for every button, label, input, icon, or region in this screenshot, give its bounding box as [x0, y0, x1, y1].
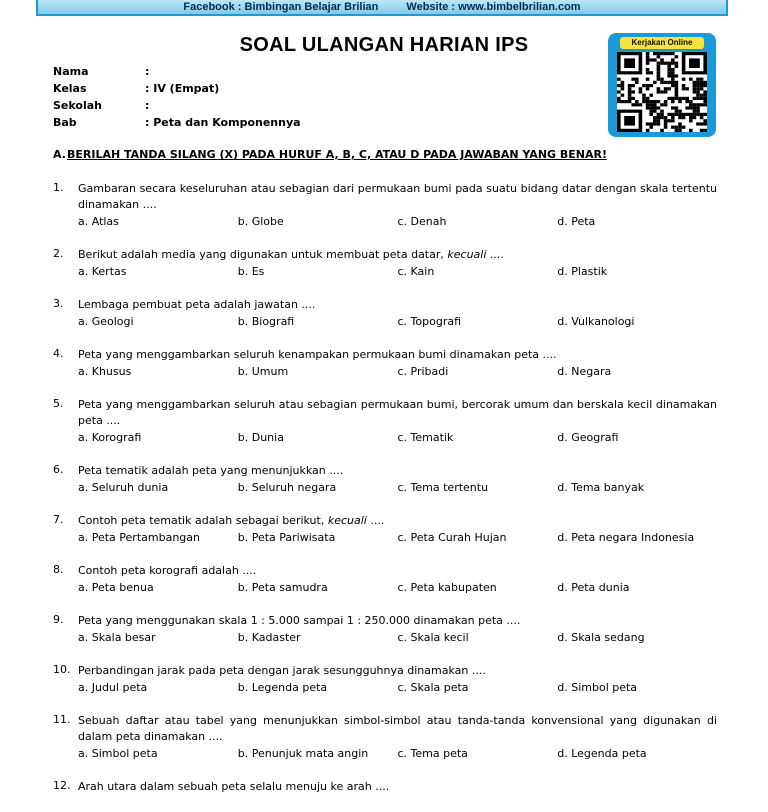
- answer-option[interactable]: c. Tematik: [397, 431, 454, 444]
- answer-option[interactable]: c. Peta Curah Hujan: [397, 531, 507, 544]
- answer-option[interactable]: d. Peta: [557, 215, 596, 228]
- info-label: Bab: [53, 116, 77, 129]
- answer-options: [78, 529, 717, 546]
- question-number: 10.: [53, 663, 71, 676]
- question-text: [78, 713, 717, 745]
- question-text-emphasis: kecuali: [327, 514, 367, 527]
- header-banner: [36, 0, 728, 16]
- question-text-main: Lembaga pembuat peta adalah jawatan ....: [78, 298, 316, 311]
- answer-option[interactable]: b. Peta Pariwisata: [237, 531, 336, 544]
- info-row: [53, 97, 301, 114]
- section-instruction: BERILAH TANDA SILANG (X) PADA HURUF A, B, C, ATAU D PADA JAWABAN YANG BENAR!: [67, 148, 607, 161]
- answer-option[interactable]: c. Pribadi: [397, 365, 449, 378]
- page-title: SOAL ULANGAN HARIAN IPS: [239, 34, 529, 56]
- answer-option[interactable]: c. Tema tertentu: [397, 481, 489, 494]
- answer-option[interactable]: a. Korografi: [78, 431, 142, 444]
- answer-option[interactable]: c. Topografi: [397, 315, 462, 328]
- answer-option[interactable]: d. Simbol peta: [557, 681, 638, 694]
- question-text-main: Peta tematik adalah peta yang menunjukkan ....: [78, 464, 344, 477]
- info-value: : IV (Empat): [145, 82, 220, 95]
- answer-option[interactable]: a. Seluruh dunia: [78, 481, 169, 494]
- answer-options: [78, 263, 717, 280]
- answer-option[interactable]: a. Geologi: [78, 315, 134, 328]
- answer-options: [78, 213, 717, 230]
- answer-option[interactable]: a. Khusus: [78, 365, 132, 378]
- answer-option[interactable]: d. Peta negara Indonesia: [557, 531, 695, 544]
- answer-option[interactable]: b. Biografi: [237, 315, 295, 328]
- question-text: [78, 563, 717, 579]
- question-text-main: Gambaran secara keseluruhan atau sebagian dari permukaan bumi pada suatu bidang datar dengan skala tertentu dinamakan ....: [78, 182, 717, 211]
- answer-option[interactable]: b. Umum: [237, 365, 289, 378]
- answer-option[interactable]: b. Seluruh negara: [237, 481, 337, 494]
- question-text: [78, 247, 717, 263]
- answer-option[interactable]: c. Tema peta: [397, 747, 468, 760]
- answer-option[interactable]: a. Atlas: [78, 215, 119, 228]
- answer-option[interactable]: a. Judul peta: [78, 681, 148, 694]
- answer-options: [78, 679, 717, 696]
- question-number: 5.: [53, 397, 64, 410]
- question-number: 12.: [53, 779, 71, 792]
- question-item: [53, 779, 717, 795]
- answer-option[interactable]: a. Kertas: [78, 265, 127, 278]
- info-label: Sekolah: [53, 99, 102, 112]
- question-text-main: Contoh peta korografi adalah ....: [78, 564, 257, 577]
- info-value: : Peta dan Komponennya: [145, 116, 301, 129]
- answer-option[interactable]: a. Simbol peta: [78, 747, 158, 760]
- question-text-main: Perbandingan jarak pada peta dengan jarak sesungguhnya dinamakan ....: [78, 664, 486, 677]
- question-item: [53, 713, 717, 762]
- question-number: 3.: [53, 297, 64, 310]
- question-text-main: Peta yang menggambarkan seluruh kenampakan permukaan bumi dinamakan peta ....: [78, 348, 557, 361]
- question-item: [53, 563, 717, 596]
- answer-option[interactable]: c. Peta kabupaten: [397, 581, 497, 594]
- question-text: [78, 613, 717, 629]
- question-text-tail: ....: [366, 514, 385, 527]
- answer-option[interactable]: d. Skala sedang: [557, 631, 645, 644]
- answer-option[interactable]: d. Geografi: [557, 431, 619, 444]
- question-number: 1.: [53, 181, 64, 194]
- answer-options: [78, 363, 717, 380]
- answer-option[interactable]: a. Peta benua: [78, 581, 154, 594]
- question-text: [78, 347, 717, 363]
- answer-option[interactable]: d. Negara: [557, 365, 612, 378]
- info-row: [53, 80, 301, 97]
- question-text-main: Peta yang menggambarkan seluruh atau sebagian permukaan bumi, bercorak umum dan berskala kecil dinamakan peta ....: [78, 398, 717, 427]
- question-item: [53, 297, 717, 330]
- answer-option[interactable]: b. Kadaster: [237, 631, 301, 644]
- question-number: 7.: [53, 513, 64, 526]
- question-number: 6.: [53, 463, 64, 476]
- answer-options: [78, 745, 717, 762]
- answer-option[interactable]: a. Peta Pertambangan: [78, 531, 200, 544]
- info-label: Kelas: [53, 82, 87, 95]
- question-text-main: Contoh peta tematik adalah sebagai berikut,: [78, 514, 328, 527]
- question-text: [78, 663, 717, 679]
- answer-options: [78, 579, 717, 596]
- answer-option[interactable]: d. Legenda peta: [557, 747, 647, 760]
- question-text-emphasis: kecuali: [447, 248, 487, 261]
- question-text: [78, 397, 717, 429]
- answer-option[interactable]: b. Penunjuk mata angin: [237, 747, 369, 760]
- question-number: 4.: [53, 347, 64, 360]
- answer-options: [78, 629, 717, 646]
- answer-option[interactable]: b. Peta samudra: [237, 581, 328, 594]
- question-item: [53, 247, 717, 280]
- question-number: 2.: [53, 247, 64, 260]
- answer-option[interactable]: b. Globe: [237, 215, 284, 228]
- answer-option[interactable]: d. Vulkanologi: [557, 315, 635, 328]
- question-text: [78, 513, 717, 529]
- answer-option[interactable]: c. Skala kecil: [397, 631, 469, 644]
- answer-option[interactable]: c. Kain: [397, 265, 435, 278]
- answer-options: [78, 429, 717, 446]
- answer-option[interactable]: c. Skala peta: [397, 681, 469, 694]
- answer-option[interactable]: d. Peta dunia: [557, 581, 630, 594]
- answer-option[interactable]: b. Legenda peta: [237, 681, 328, 694]
- answer-options: [78, 313, 717, 330]
- qr-panel[interactable]: [608, 33, 716, 137]
- qr-label: Kerjakan Online: [620, 37, 704, 49]
- question-item: [53, 663, 717, 696]
- banner-facebook: Facebook : Bimbingan Belajar Brilian: [183, 1, 379, 13]
- answer-option[interactable]: d. Plastik: [557, 265, 608, 278]
- question-text: [78, 297, 717, 313]
- question-item: [53, 397, 717, 446]
- question-item: [53, 613, 717, 646]
- question-text: [78, 463, 717, 479]
- info-value: :: [145, 99, 150, 112]
- info-label: Nama: [53, 65, 89, 78]
- info-value: :: [145, 65, 150, 78]
- question-number: 8.: [53, 563, 64, 576]
- info-row: [53, 63, 301, 80]
- question-text: [78, 181, 717, 213]
- section-heading: [53, 148, 607, 161]
- section-letter: A.: [53, 148, 66, 161]
- answer-option[interactable]: a. Skala besar: [78, 631, 156, 644]
- question-item: [53, 513, 717, 546]
- qr-code-icon[interactable]: [617, 52, 707, 132]
- question-text-main: Arah utara dalam sebuah peta selalu menuju ke arah ....: [78, 780, 390, 793]
- question-list: [53, 181, 717, 812]
- answer-option[interactable]: b. Dunia: [237, 431, 284, 444]
- question-item: [53, 347, 717, 380]
- question-number: 11.: [53, 713, 71, 726]
- question-text-main: Peta yang menggunakan skala 1 : 5.000 sampai 1 : 250.000 dinamakan peta ....: [78, 614, 521, 627]
- question-text: [78, 779, 717, 795]
- question-item: [53, 463, 717, 496]
- answer-option[interactable]: c. Denah: [397, 215, 447, 228]
- student-info: [53, 63, 301, 131]
- answer-option[interactable]: b. Es: [237, 265, 265, 278]
- question-text-tail: ....: [486, 248, 504, 261]
- question-item: [53, 181, 717, 230]
- question-text-main: Sebuah daftar atau tabel yang menunjukkan simbol-simbol atau tanda-tanda konvensional yang digunakan di dalam peta dinamakan ....: [78, 714, 717, 743]
- answer-options: [78, 479, 717, 496]
- question-text-main: Berikut adalah media yang digunakan untuk membuat peta datar,: [78, 248, 448, 261]
- answer-option[interactable]: d. Tema banyak: [557, 481, 645, 494]
- banner-website: Website : www.bimbelbrilian.com: [406, 1, 581, 13]
- question-number: 9.: [53, 613, 64, 626]
- info-row: [53, 114, 301, 131]
